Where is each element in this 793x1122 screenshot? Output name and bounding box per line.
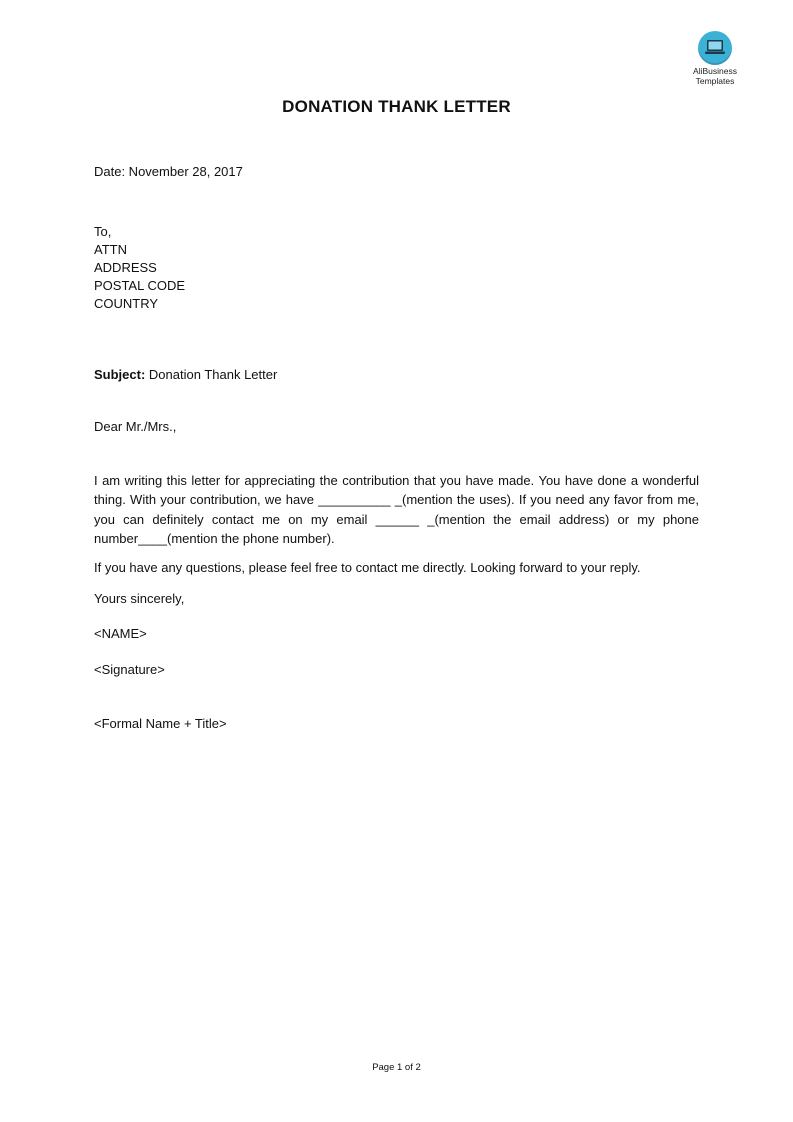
closing: Yours sincerely, xyxy=(94,591,185,606)
body-paragraph-1: I am writing this letter for appreciating the contribution that you have made. You have done a wonderful thing. With your contribution, we have __________ _(mention the uses). If you need any favor from me, you can definitely contact me on my email ______ _(mention the email address) or my phone number____(mention the phone number). xyxy=(94,473,699,546)
letter-title: DONATION THANK LETTER xyxy=(282,97,511,116)
subject-label: Subject: xyxy=(94,367,146,382)
subject-line xyxy=(94,366,277,384)
formal-name-placeholder: <Formal Name + Title> xyxy=(94,716,227,731)
name-placeholder: <NAME> xyxy=(94,626,147,641)
recipient-attn: ATTN xyxy=(94,242,127,257)
laptop-icon xyxy=(698,31,732,65)
salutation: Dear Mr./Mrs., xyxy=(94,419,177,434)
recipient-address: ADDRESS xyxy=(94,260,157,275)
alibusiness-logo xyxy=(684,31,746,86)
page-number: Page 1 of 2 xyxy=(372,1062,421,1073)
logo-text-line1: AliBusiness xyxy=(693,66,737,76)
logo-text-line2: Templates xyxy=(695,75,735,86)
body-paragraph-2: If you have any questions, please feel free to contact me directly. Looking forward to your reply. xyxy=(94,560,641,575)
recipient-to: To, xyxy=(94,224,112,239)
subject-text: Donation Thank Letter xyxy=(145,367,278,382)
signature-placeholder: <Signature> xyxy=(94,662,165,677)
letter-date: Date: November 28, 2017 xyxy=(94,164,243,179)
recipient-postal-code: POSTAL CODE xyxy=(94,278,186,293)
recipient-country: COUNTRY xyxy=(94,296,159,311)
